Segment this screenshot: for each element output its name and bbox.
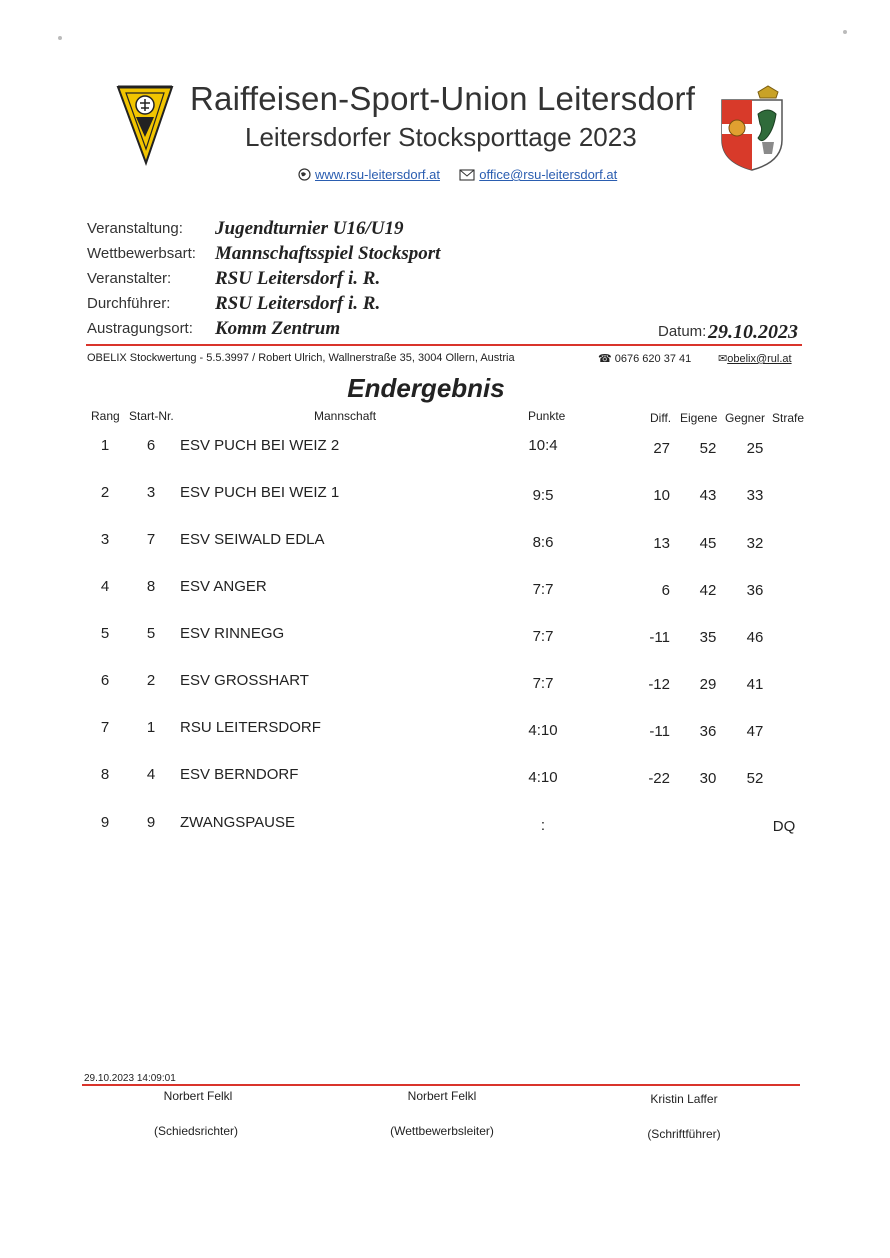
info-value: Mannschaftsspiel Stocksport	[215, 243, 441, 264]
table-row	[0, 766, 890, 796]
signature-role: (Schriftführer)	[647, 1127, 721, 1141]
opponent-cell: 32	[746, 535, 764, 552]
opponent-cell: 52	[746, 770, 764, 787]
scan-speck	[58, 36, 62, 40]
info-value: RSU Leitersdorf i. R.	[215, 293, 381, 314]
website-link[interactable]: www.rsu-leitersdorf.at	[315, 167, 440, 182]
email-link[interactable]: office@rsu-leitersdorf.at	[479, 167, 618, 182]
col-header-eigene: Eigene	[680, 411, 718, 425]
contact-email[interactable]: obelix@rul.at	[727, 353, 792, 365]
col-header-diff: Diff.	[650, 411, 672, 425]
own-cell: 43	[699, 487, 717, 504]
points-cell: 4:10	[528, 722, 558, 739]
date-value: 29.10.2023	[708, 321, 798, 343]
table-row	[0, 437, 890, 467]
club-pennant-logo	[116, 83, 174, 167]
start-number-cell: 4	[146, 766, 156, 783]
page-heading: Endergebnis	[347, 373, 505, 403]
footer-red-divider	[82, 1084, 800, 1086]
diff-cell: 13	[653, 535, 670, 552]
info-label: Veranstaltung:	[87, 220, 183, 237]
envelope-icon: ✉	[718, 353, 728, 365]
signature-name: Norbert Felkl	[163, 1089, 233, 1103]
own-cell: 35	[699, 629, 717, 646]
opponent-cell: 36	[746, 582, 764, 599]
team-cell: ESV RINNEGG	[180, 625, 285, 642]
opponent-cell: 46	[746, 629, 764, 646]
own-cell: 45	[699, 535, 717, 552]
phone-icon: ☎	[598, 353, 612, 365]
header-links	[298, 167, 617, 184]
col-header-start: Start-Nr.	[129, 409, 174, 423]
table-row	[0, 484, 890, 514]
rank-cell: 4	[100, 578, 110, 595]
rank-cell: 1	[100, 437, 110, 454]
start-number-cell: 8	[146, 578, 156, 595]
penalty-cell: DQ	[772, 818, 796, 835]
rank-cell: 9	[100, 814, 110, 831]
table-row	[0, 625, 890, 655]
own-cell: 52	[699, 440, 717, 457]
points-cell: 8:6	[532, 534, 554, 551]
signature-role: (Wettbewerbsleiter)	[390, 1124, 494, 1138]
diff-cell: -11	[649, 723, 670, 740]
col-header-rang: Rang	[91, 409, 120, 423]
col-header-gegner: Gegner	[725, 411, 766, 425]
mail-icon	[459, 169, 475, 184]
own-cell: 30	[699, 770, 717, 787]
team-cell: ESV GROSSHART	[180, 672, 309, 689]
table-row	[0, 672, 890, 702]
start-number-cell: 9	[146, 814, 156, 831]
own-cell: 29	[699, 676, 717, 693]
table-row	[0, 719, 890, 749]
rank-cell: 6	[100, 672, 110, 689]
opponent-cell: 33	[746, 487, 764, 504]
rank-cell: 3	[100, 531, 110, 548]
globe-icon	[298, 168, 311, 184]
opponent-cell: 41	[746, 676, 764, 693]
start-number-cell: 5	[146, 625, 156, 642]
col-header-strafe: Strafe	[772, 411, 805, 425]
team-cell: ESV SEIWALD EDLA	[180, 531, 325, 548]
diff-cell: 10	[653, 487, 670, 504]
phone-number: 0676 620 37 41	[614, 353, 692, 365]
diff-cell: -11	[649, 629, 670, 646]
diff-cell: -12	[648, 676, 670, 693]
team-cell: ZWANGSPAUSE	[180, 814, 296, 831]
own-cell: 42	[699, 582, 717, 599]
scan-speck	[843, 30, 847, 34]
info-value: Komm Zentrum	[215, 318, 341, 339]
start-number-cell: 2	[146, 672, 156, 689]
software-credit: OBELIX Stockwertung - 5.5.3997 / Robert Ulrich, Wallnerstraße 35, 3004 Ollern, Austria	[87, 352, 515, 364]
rank-cell: 7	[100, 719, 110, 736]
rank-cell: 2	[100, 484, 110, 501]
info-label: Veranstalter:	[87, 270, 172, 287]
event-subtitle: Leitersdorfer Stocksporttage 2023	[245, 122, 637, 152]
email-contact	[718, 352, 792, 365]
date-label: Datum:	[658, 323, 707, 340]
rank-cell: 8	[100, 766, 110, 783]
diff-cell: 27	[653, 440, 670, 457]
team-cell: ESV PUCH BEI WEIZ 1	[180, 484, 340, 501]
team-cell: ESV ANGER	[180, 578, 267, 595]
team-cell: ESV PUCH BEI WEIZ 2	[180, 437, 340, 454]
info-value: Jugendturnier U16/U19	[215, 218, 404, 239]
signature-role: (Schiedsrichter)	[153, 1124, 239, 1138]
table-row	[0, 814, 890, 844]
points-cell: 9:5	[532, 487, 554, 504]
info-label: Wettbewerbsart:	[87, 245, 196, 262]
phone-contact	[598, 352, 691, 365]
signature-name: Kristin Laffer	[650, 1092, 718, 1106]
team-cell: RSU LEITERSDORF	[180, 719, 321, 736]
start-number-cell: 6	[146, 437, 156, 454]
opponent-cell: 47	[746, 723, 764, 740]
start-number-cell: 7	[146, 531, 156, 548]
club-title: Raiffeisen-Sport-Union Leitersdorf	[190, 80, 696, 117]
start-number-cell: 3	[146, 484, 156, 501]
table-row	[0, 578, 890, 608]
info-value: RSU Leitersdorf i. R.	[215, 268, 381, 289]
opponent-cell: 25	[746, 440, 764, 457]
points-cell: :	[540, 817, 546, 834]
team-cell: ESV BERNDORF	[180, 766, 299, 783]
points-cell: 7:7	[532, 581, 554, 598]
print-timestamp: 29.10.2023 14:09:01	[84, 1073, 176, 1084]
rank-cell: 5	[100, 625, 110, 642]
info-label: Durchführer:	[87, 295, 171, 312]
col-header-team: Mannschaft	[314, 409, 377, 423]
red-divider	[86, 344, 802, 346]
info-label: Austragungsort:	[87, 320, 193, 337]
start-number-cell: 1	[146, 719, 156, 736]
points-cell: 7:7	[532, 675, 554, 692]
table-row	[0, 531, 890, 561]
points-cell: 10:4	[528, 437, 558, 454]
own-cell: 36	[699, 723, 717, 740]
diff-cell: 6	[661, 582, 670, 599]
signature-name: Norbert Felkl	[407, 1089, 477, 1103]
coat-of-arms-logo	[718, 84, 786, 172]
points-cell: 4:10	[528, 769, 558, 786]
points-cell: 7:7	[532, 628, 554, 645]
diff-cell: -22	[648, 770, 670, 787]
col-header-punkte: Punkte	[528, 409, 566, 423]
